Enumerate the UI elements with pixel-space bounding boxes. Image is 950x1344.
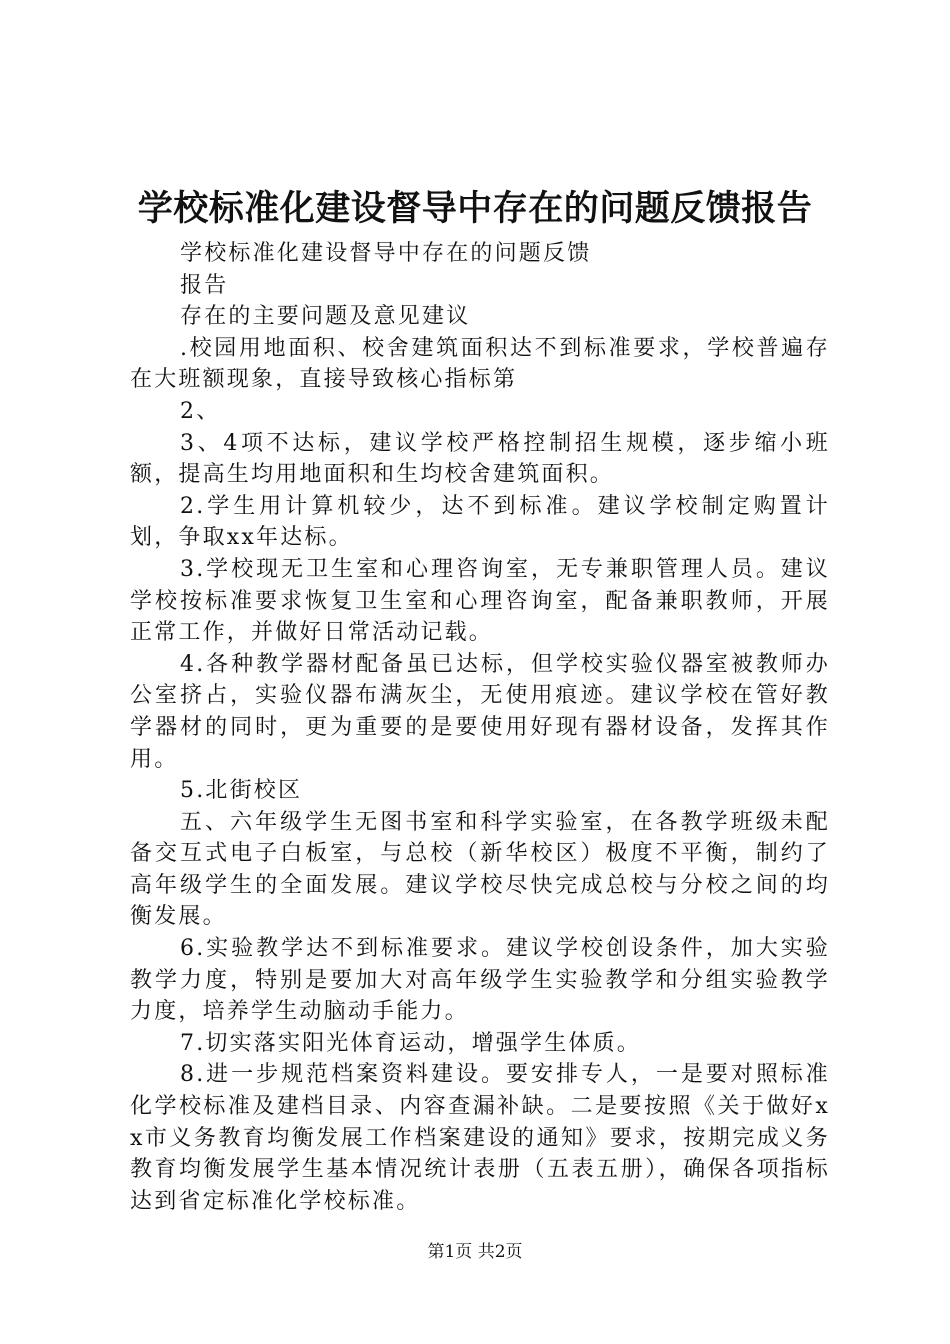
paragraph-item-8: 8.进一步规范档案资料建设。要安排专人，一是要对照标准化学校标准及建档目录、内容查漏补缺。二是要按照《关于做好xx市义务教育均衡发展工作档案建设的通知》要求，按期完成义务教育均衡发展学生基本情况统计表册（五表五册），确保各项指标达到省定标准化学校标准。 bbox=[130, 1062, 830, 1214]
paragraph-subtitle-line2: 报告 bbox=[180, 272, 229, 298]
paragraph-subtitle-line1: 学校标准化建设督导中存在的问题反馈 bbox=[180, 241, 592, 266]
paragraph-item-6: 6.实验教学达不到标准要求。建议学校创设条件，加大实验教学力度，特别是要加大对高年级学生实验教学和分组实验教学力度，培养学生动脑动手能力。 bbox=[130, 936, 830, 1025]
paragraph-item-2: 2.学生用计算机较少，达不到标准。建议学校制定购置计划，争取xx年达标。 bbox=[130, 493, 830, 551]
document-title: 学校标准化建设督导中存在的问题反馈报告 bbox=[137, 188, 813, 229]
paragraph-section-heading: 存在的主要问题及意见建议 bbox=[180, 304, 471, 330]
paragraph-item-5: 5.北街校区 bbox=[180, 778, 303, 804]
paragraph-item-1: .校园用地面积、校舍建筑面积达不到标准要求，学校普遍存在大班额现象，直接导致核心指标第 bbox=[130, 335, 830, 393]
paragraph-item-1-detail: 3、4项不达标，建议学校严格控制招生规模，逐步缩小班额，提高生均用地面积和生均校舍建筑面积。 bbox=[130, 430, 830, 488]
paragraph-item-1-continued: 2、 bbox=[180, 398, 221, 424]
page-footer: 第1页 共2页 bbox=[427, 1242, 523, 1262]
document-body bbox=[130, 238, 830, 1217]
paragraph-item-7: 7.切实落实阳光体育运动，增强学生体质。 bbox=[180, 1030, 641, 1056]
paragraph-item-3: 3.学校现无卫生室和心理咨询室，无专兼职管理人员。建议学校按标准要求恢复卫生室和心理咨询室，配备兼职教师，开展正常工作，并做好日常活动记载。 bbox=[130, 556, 830, 646]
paragraph-item-4: 4.各种教学器材配备虽已达标，但学校实验仪器室被教师办公室挤占，实验仪器布满灰尘，无使用痕迹。建议学校在管好教学器材的同时，更为重要的是要使用好现有器材设备，发挥其作用。 bbox=[130, 651, 830, 772]
paragraph-item-5-detail: 五、六年级学生无图书室和科学实验室，在各教学班级未配备交互式电子白板室，与总校（新华校区）极度不平衡，制约了高年级学生的全面发展。建议学校尽快完成总校与分校之间的均衡发展。 bbox=[130, 809, 830, 930]
